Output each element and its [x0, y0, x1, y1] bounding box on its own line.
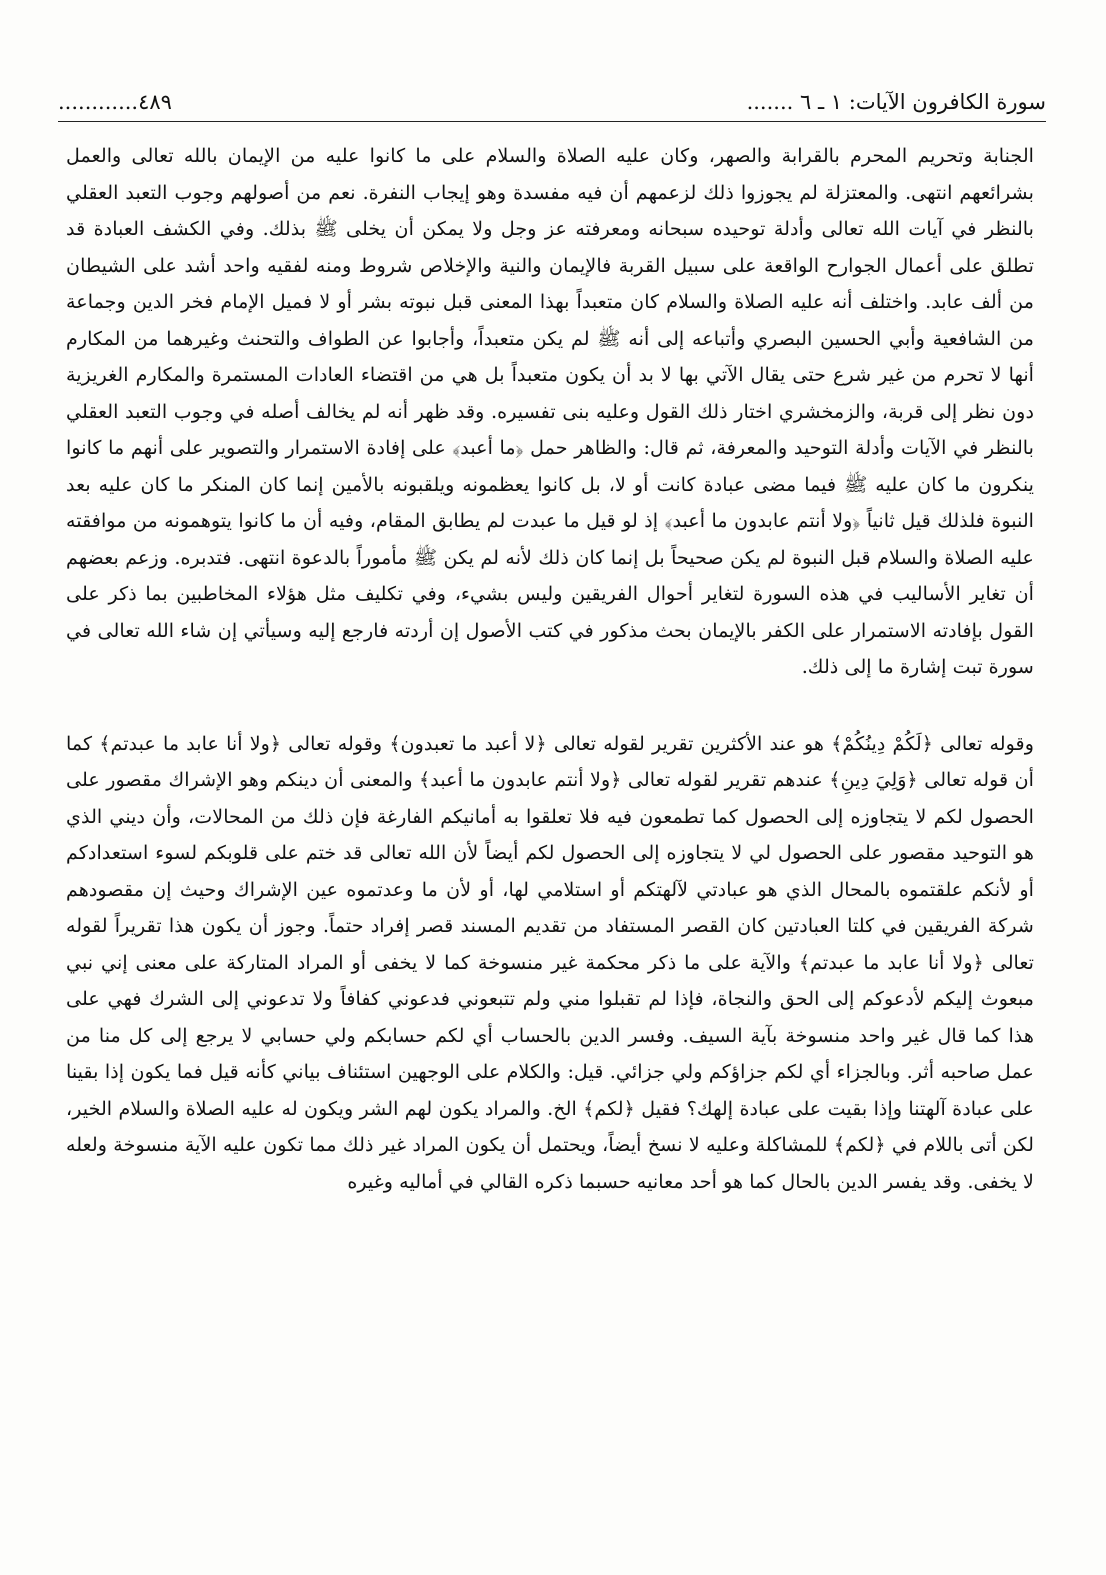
paragraph: وقوله تعالى ﴿لَكُمْ دِينُكُمْ﴾ هو عند الأكثرين تقرير لقوله تعالى ﴿لا أعبد ما تعبدون﴾ وقوله تعالى ﴿ولا أنا عابد ما عبدتم﴾ كما أن قوله تعالى ﴿وَلِيَ دِينِ﴾ عندهم تقرير لقوله تعالى ﴿ولا أنتم عابدون ما أعبد﴾ والمعنى أن دينكم وهو الإشراك مقصور على الحصول لكم لا يتجاوزه إلى الحصول كما تطمعون فيه فلا تعلقوا به أمانيكم الفارغة فإن ذلك من المحالات، وأن ديني الذي هو التوحيد مقصور على الحصول لي لا يتجاوزه إلى الحصول لكم أيضاً لأن الله تعالى قد ختم على قلوبكم لسوء استعدادكم أو لأنكم علقتموه بالمحال الذي هو عبادتي لآلهتكم أو استلامي لها، أو لأن ما وعدتموه عين الإشراك وحيث إن مقصودهم شركة الفريقين في كلتا العبادتين كان القصر المستفاد من تقديم المسند قصر إفراد حتماً. وجوز أن يكون هذا تقريراً لقوله تعالى ﴿ولا أنا عابد ما عبدتم﴾ والآية على ما ذكر محكمة غير منسوخة كما لا يخفى أو المراد المتاركة على معنى إني نبي مبعوث إليكم لأدعوكم إلى الحق والنجاة، فإذا لم تقبلوا مني ولم تتبعوني فدعوني كفافاً ولا تدعوني إلى الشرك فهي على هذا كما قال غير واحد منسوخة بآية السيف. وفسر الدين بالحساب أي لكم حسابكم ولي حسابي لا يرجع إلى كل منا من عمل صاحبه أثر. وبالجزاء أي لكم جزاؤكم ولي جزائي. قيل: والكلام على الوجهين استئناف بياني كأنه قيل فما يكون إذا بقينا على عبادة آلهتنا وإذا بقيت على عبادة إلهك؟ فقيل ﴿لكم﴾ الخ. والمراد يكون لهم الشر ويكون له عليه الصلاة والسلام الخير، لكن أتى باللام في ﴿لكم﴾ للمشاكلة وعليه لا نسخ أيضاً، ويحتمل أن يكون المراد غير ذلك مما تكون عليه الآية منسوخة ولعله لا يخفى. وقد يفسر الدين بالحال كما هو أحد معانيه حسبما ذكره القالي في أماليه وغيره [59, 731, 1034, 1193]
paragraph: الجنابة وتحريم المحرم بالقرابة والصهر، وكان عليه الصلاة والسلام على ما كانوا عليه من الإيمان بالله تعالى والعمل بشرائعهم انتهى. والمعتزلة لم يجوزوا ذلك لزعمهم أن فيه مفسدة وهو إيجاب النفرة. نعم من أصولهم وجوب التعبد العقلي بالنظر في آيات الله تعالى وأدلة توحيده سبحانه ومعرفته عز وجل ولا يمكن أن يخلى ﷺ بذلك. وفي الكشف العبادة قد تطلق على أعمال الجوارح الواقعة على سبيل القربة فالإيمان والنية والإخلاص شروط ومنه لفقيه واحد أشد على الشيطان من ألف عابد. واختلف أنه عليه الصلاة والسلام كان متعبداً بهذا المعنى قبل نبوته بشر أو لا فميل الإمام فخر الدين وجماعة من الشافعية وأبي الحسين البصري وأتباعه إلى أنه ﷺ لم يكن متعبداً، وأجابوا عن الطواف والتحنث وغيرهما من المكارم أنها لا تحرم من غير شرع حتى يقال الآتي بها لا بد أن يكون متعبداً بل هي من اقتضاء العادات المستمرة والمكارم الغريزية دون نظر إلى قربة، والزمخشري اختار ذلك القول وعليه بنى تفسيره. وقد ظهر أنه لم يخالف أصله في وجوب التعبد العقلي بالنظر في الآيات وأدلة التوحيد والمعرفة، ثم قال: والظاهر حمل ﴿ما أعبد﴾ على إفادة الاستمرار والتصوير على أنهم ما كانوا ينكرون ما كان عليه ﷺ فيما مضى عبادة كانت أو لا، بل كانوا يعظمونه ويلقبونه بالأمين إنما كان المنكر ما كان عليه بعد النبوة فلذلك قيل ثانياً ﴿ولا أنتم عابدون ما أعبد﴾ إذ لو قيل ما عبدت لم يطابق المقام، وفيه أن ما كانوا يتوهمونه من موافقته عليه الصلاة والسلام قبل النبوة لم يكن صحيحاً بل إنما كان ذلك لأنه لم يكن ﷺ مأموراً بالدعوة انتهى. فتدبره. وزعم بعضهم أن تغاير الأساليب في هذه السورة لتغاير أحوال الفريقين وليس بشيء، وفي تكليف مثل هؤلاء المخاطبين بما ذكر على القول بإفادته الاستمرار على الكفر بالإيمان بحث مذكور في كتب الأصول إن أردته فارجع إليه وسيأتي إن شاء الله تعالى في سورة تبت إشارة ما إلى ذلك. [59, 144, 1034, 678]
page-number: ٤٨٩............ [58, 90, 172, 114]
header-title: سورة الكافرون الآيات: ١ ـ ٦ ....... [746, 90, 1046, 114]
page-body [59, 138, 1034, 1568]
header-rule [58, 121, 1046, 122]
running-header [58, 86, 1046, 118]
